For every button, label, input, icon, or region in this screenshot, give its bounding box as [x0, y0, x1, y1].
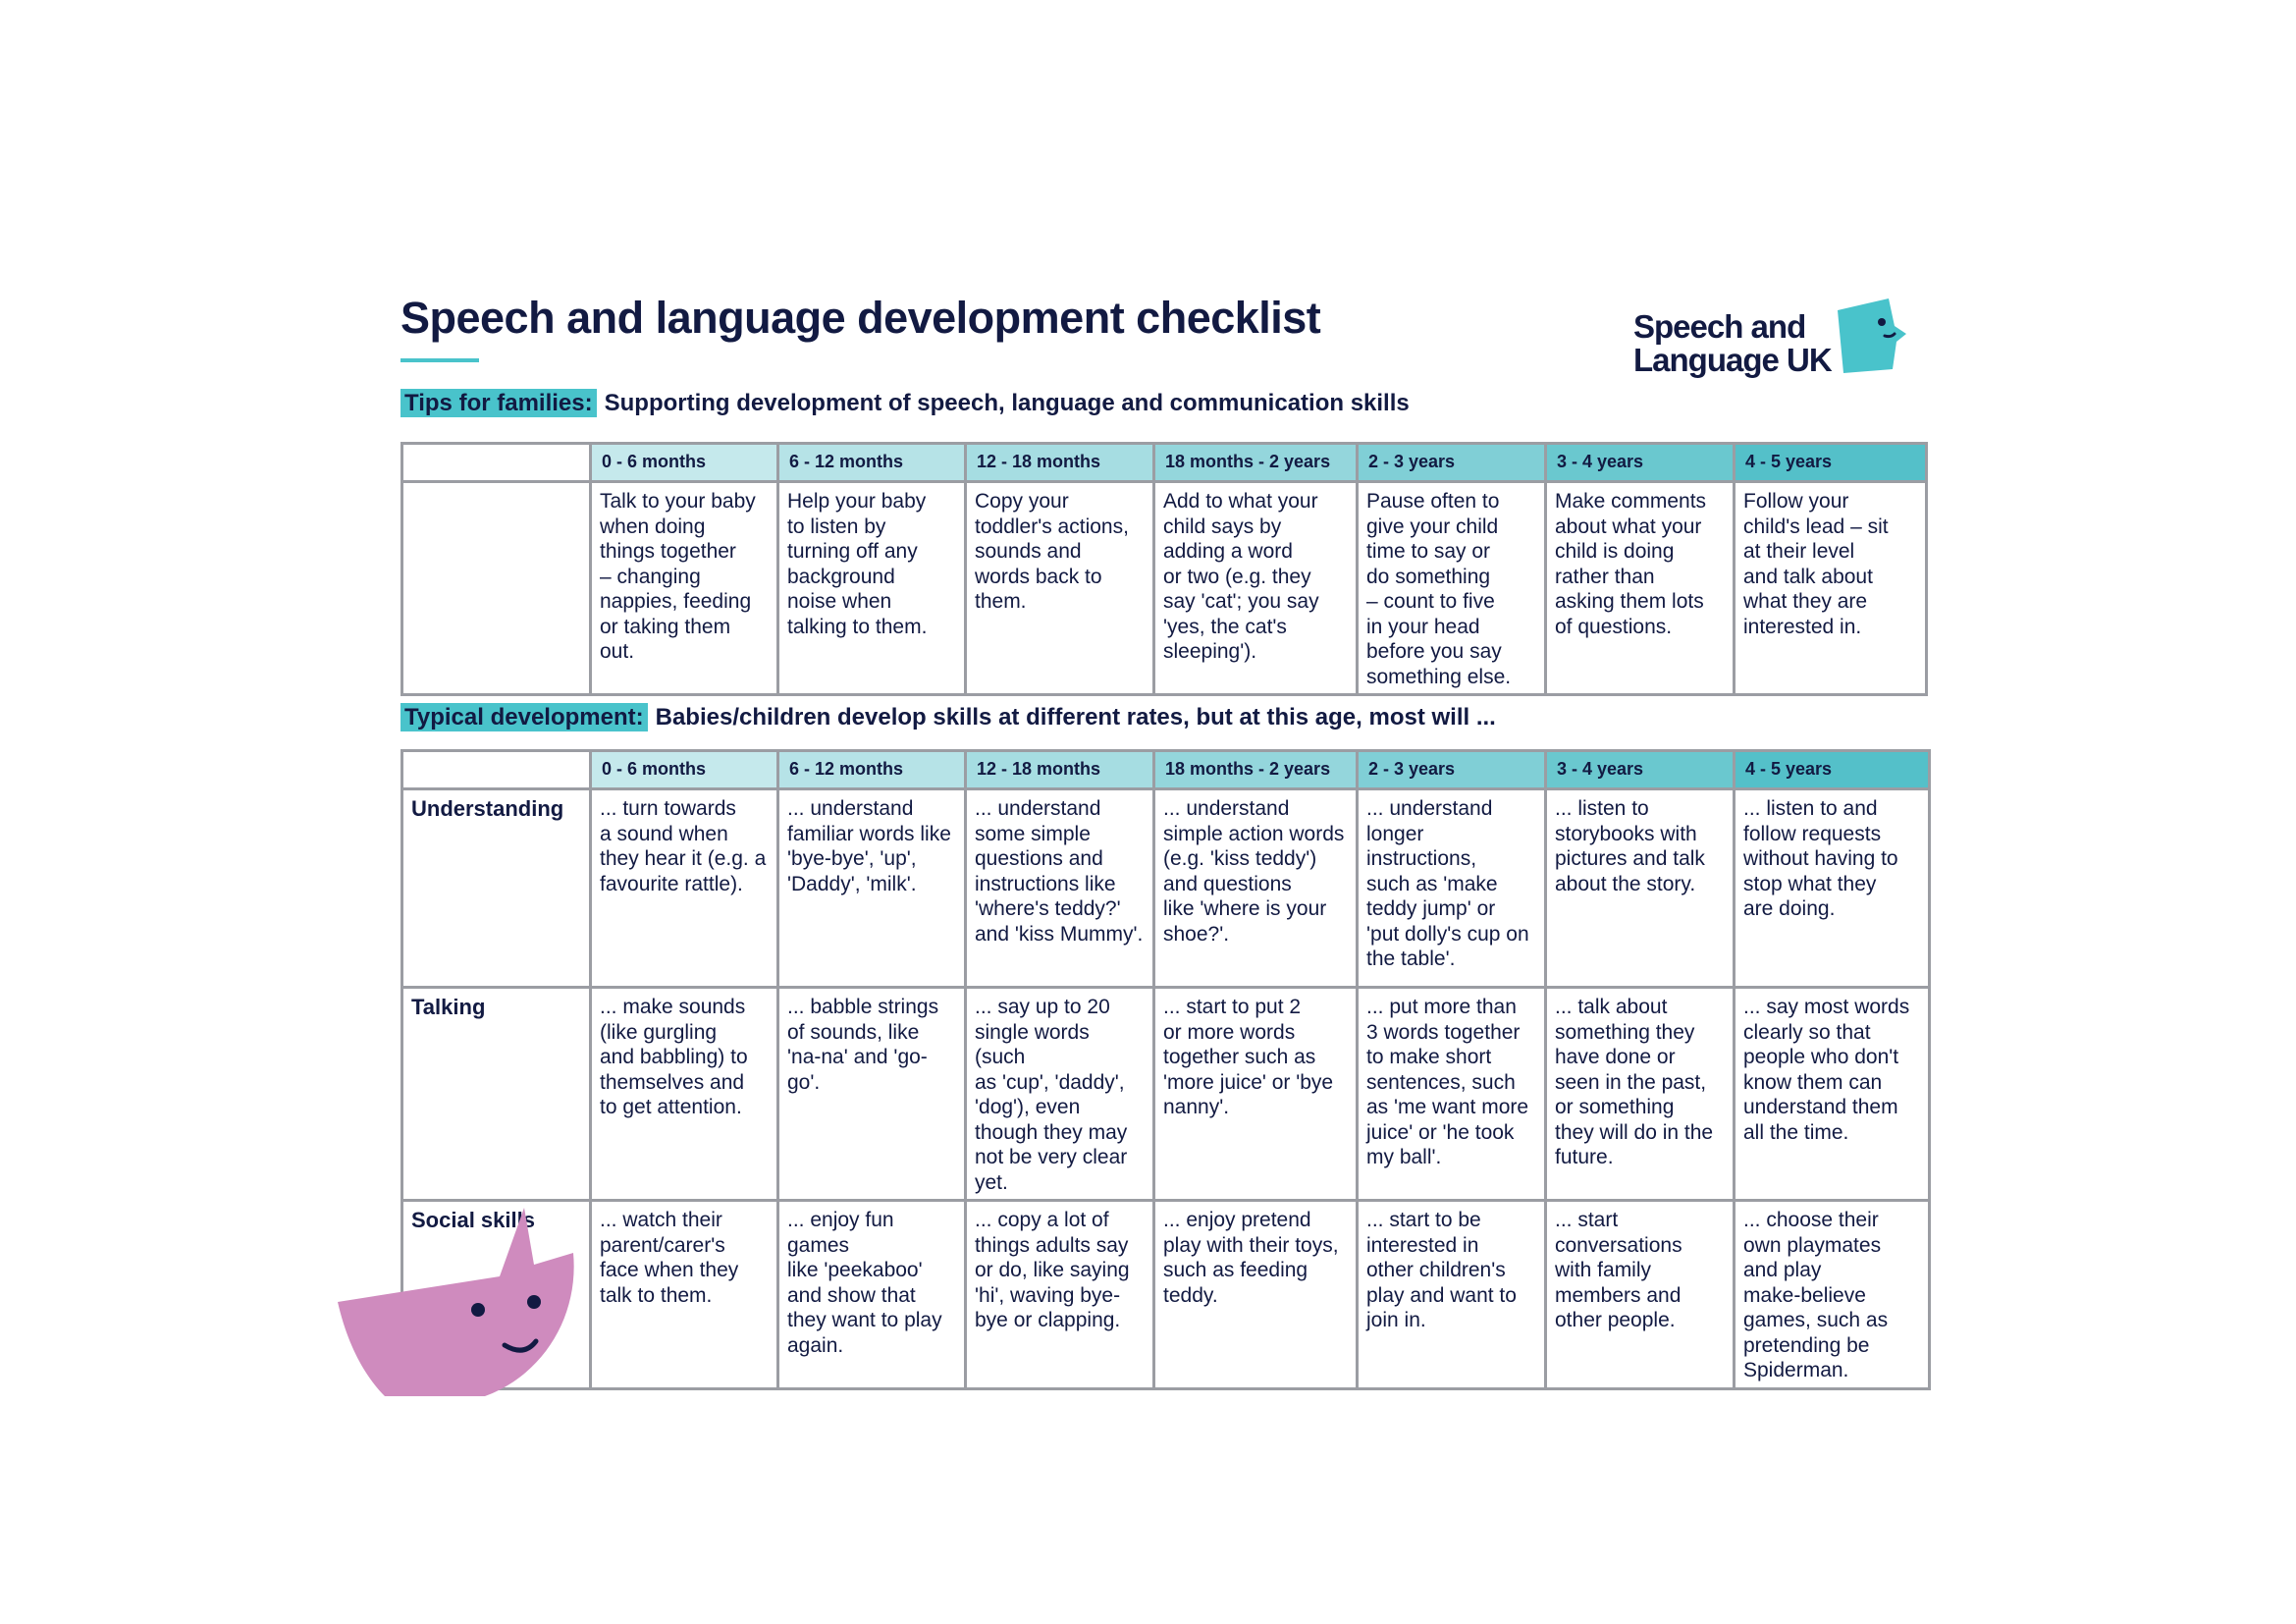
typical-cell-line: my ball'. — [1366, 1146, 1442, 1168]
typical-header-18-months-2-years: 18 months - 2 years — [1154, 751, 1358, 789]
typical-cell — [966, 1201, 1154, 1389]
typical-cell-line: members and — [1555, 1283, 1682, 1307]
tips-cell-line: Pause often to — [1366, 490, 1500, 513]
typical-cell-line: ... copy a lot of — [975, 1209, 1109, 1231]
typical-cell-line: simple action words — [1163, 822, 1345, 845]
typical-cell-line: ... understand — [975, 797, 1101, 820]
tips-cell-line: adding a word — [1163, 540, 1293, 563]
typical-cell-line: instructions like — [975, 872, 1116, 895]
tips-header-18-months-2-years: 18 months - 2 years — [1154, 444, 1358, 482]
typical-cell-line: and 'kiss Mummy'. — [975, 922, 1144, 946]
typical-header-3-4-years: 3 - 4 years — [1546, 751, 1735, 789]
typical-cell-line: themselves and — [600, 1070, 745, 1094]
typical-cell-line: about the story. — [1555, 872, 1696, 895]
tips-cell-line: do something — [1366, 565, 1491, 588]
typical-cell-line: future. — [1555, 1146, 1614, 1168]
teal-face-icon — [1820, 293, 1918, 381]
typical-cell-line: with family — [1555, 1259, 1652, 1281]
typical-cell-line: pretending be — [1743, 1333, 1870, 1357]
typical-cell-line: conversations — [1555, 1233, 1682, 1257]
brand-logo — [1633, 293, 1928, 391]
typical-header-2-3-years: 2 - 3 years — [1358, 751, 1546, 789]
typical-cell-line: stop what they — [1743, 872, 1877, 895]
typical-cell-line: ... start — [1555, 1209, 1619, 1231]
tips-header-3-4-years: 3 - 4 years — [1546, 444, 1735, 482]
typical-cell-line: questions and — [975, 847, 1103, 870]
typical-cell-line: games, such as — [1743, 1309, 1889, 1331]
typical-cell — [1735, 1201, 1930, 1389]
tips-cell — [1358, 482, 1546, 695]
typical-cell-line: ... understand — [1366, 797, 1493, 820]
typical-cell-line: ... listen to and — [1743, 797, 1878, 820]
tips-header-row — [402, 444, 1927, 482]
typical-cell — [1358, 789, 1546, 988]
tips-cell-line: words back to — [975, 565, 1102, 588]
typical-cell-line: bye or clapping. — [975, 1309, 1121, 1331]
typical-cell-line: parent/carer's — [600, 1233, 725, 1257]
typical-cell-line: teddy. — [1163, 1283, 1218, 1307]
tips-cell-line: when doing — [600, 514, 706, 538]
tips-header-2-3-years: 2 - 3 years — [1358, 444, 1546, 482]
typical-cell-line: yet. — [975, 1170, 1008, 1194]
typical-cell-line: they hear it (e.g. a — [600, 847, 767, 870]
tips-cell-line: about what your — [1555, 514, 1702, 538]
typical-cell-line: 'hi', waving bye- — [975, 1283, 1121, 1307]
tips-row — [402, 482, 1927, 695]
tips-cell-line: – count to five — [1366, 590, 1495, 613]
tips-cell-line: Follow your — [1743, 490, 1849, 513]
typical-cell-line: 'where's teddy?' — [975, 897, 1121, 920]
typical-row-social-skills — [402, 1201, 1930, 1389]
typical-cell — [778, 1201, 966, 1389]
tips-cell-line: say 'cat'; you say — [1163, 590, 1319, 613]
tips-cell-line: something else. — [1366, 665, 1512, 688]
tips-cell-line: give your child — [1366, 514, 1499, 538]
typical-cell-line: nanny'. — [1163, 1096, 1230, 1118]
typical-cell — [1154, 1201, 1358, 1389]
typical-cell-line: ... choose their — [1743, 1209, 1879, 1231]
tips-section-heading — [400, 390, 1410, 417]
tips-cell — [778, 482, 966, 695]
typical-header-6-12-months: 6 - 12 months — [778, 751, 966, 789]
tips-cell-line: nappies, feeding — [600, 590, 752, 613]
typical-cell-line: such as feeding — [1163, 1259, 1308, 1281]
typical-cell-line: longer instructions, — [1366, 822, 1477, 870]
typical-cell-line: storybooks with — [1555, 822, 1697, 845]
typical-row-label: Social skills — [402, 1201, 591, 1389]
tips-cell-line: things together — [600, 540, 736, 563]
typical-cell-line: ... say up to 20 — [975, 996, 1110, 1018]
typical-cell-line: the table'. — [1366, 947, 1456, 970]
typical-cell-line: together such as — [1163, 1046, 1316, 1068]
typical-cell-line: play with their toys, — [1163, 1233, 1339, 1257]
typical-cell-line: as 'cup', 'daddy', — [975, 1070, 1125, 1094]
typical-header-12-18-months: 12 - 18 months — [966, 751, 1154, 789]
typical-cell-line: or more words — [1163, 1020, 1296, 1044]
typical-cell-line: 'put dolly's cup on — [1366, 922, 1529, 946]
typical-cell-line: (like gurgling — [600, 1020, 718, 1044]
typical-cell-line: 'dog'), even — [975, 1096, 1081, 1118]
tips-cell-line: before you say — [1366, 640, 1502, 663]
typical-cell-line: 'na-na' and 'go- — [787, 1046, 928, 1068]
tips-cell-line: Copy your — [975, 490, 1069, 513]
typical-cell — [778, 789, 966, 988]
typical-cell-line: teddy jump' or — [1366, 897, 1496, 920]
typical-cell-line: ... put more than — [1366, 996, 1517, 1018]
typical-cell-line: they will do in the — [1555, 1120, 1714, 1144]
typical-cell-line: follow requests — [1743, 822, 1882, 845]
typical-development-table — [400, 749, 1931, 1390]
tips-cell-line: child's lead – sit — [1743, 514, 1889, 538]
typical-cell-line: own playmates — [1743, 1233, 1882, 1257]
tips-cell-line: or taking them — [600, 615, 731, 638]
typical-header-0-6-months: 0 - 6 months — [591, 751, 778, 789]
tips-cell-line: background — [787, 565, 895, 588]
tips-cell-line: child is doing — [1555, 540, 1675, 563]
typical-cell-line: ... enjoy fun games — [787, 1209, 894, 1257]
typical-cell — [1358, 1201, 1546, 1389]
tips-cell-line: rather than — [1555, 565, 1655, 588]
typical-cell-line: and babbling) to — [600, 1046, 748, 1068]
typical-cell-line: 'Daddy', 'milk'. — [787, 872, 917, 895]
typical-cell-line: they want to play — [787, 1309, 942, 1331]
typical-row-label: Talking — [402, 988, 591, 1201]
tips-cell-line: – changing — [600, 565, 701, 588]
typical-cell-line: ... listen to — [1555, 797, 1649, 820]
typical-cell — [1546, 789, 1735, 988]
typical-cell-line: ... start to put 2 — [1163, 996, 1302, 1018]
tips-cell-line: or two (e.g. they — [1163, 565, 1311, 588]
typical-cell — [1154, 789, 1358, 988]
tips-cell-line: what they are — [1743, 590, 1868, 613]
typical-row-understanding — [402, 789, 1930, 988]
typical-cell — [591, 789, 778, 988]
typical-cell — [1358, 988, 1546, 1201]
typical-cell-line: something they — [1555, 1020, 1695, 1044]
tips-cell — [966, 482, 1154, 695]
typical-cell-line: people who don't — [1743, 1046, 1899, 1068]
tips-cell-line: out. — [600, 640, 635, 663]
tips-cell-line: child says by — [1163, 514, 1282, 538]
typical-cell — [591, 988, 778, 1201]
typical-cell — [1546, 988, 1735, 1201]
tips-row-label — [402, 482, 591, 695]
tips-cell — [591, 482, 778, 695]
tips-cell-line: Make comments — [1555, 490, 1707, 513]
tips-cell-line: time to say or — [1366, 540, 1491, 563]
tips-cell-line: asking them lots — [1555, 590, 1704, 613]
logo-line-1: Speech and — [1633, 308, 1806, 345]
typical-cell-line: of sounds, like — [787, 1020, 920, 1044]
typical-cell-line: juice' or 'he took — [1366, 1120, 1515, 1144]
typical-cell-line: 3 words together — [1366, 1020, 1521, 1044]
typical-header-row — [402, 751, 1930, 789]
tips-cell-line: Add to what your — [1163, 490, 1318, 513]
typical-cell-line: talk to them. — [600, 1283, 713, 1307]
typical-cell-line: again. — [787, 1333, 844, 1357]
tips-header-0-6-months: 0 - 6 months — [591, 444, 778, 482]
typical-cell-line: to make short — [1366, 1046, 1492, 1068]
typical-cell-line: shoe?'. — [1163, 922, 1230, 946]
typical-cell-line: or do, like saying — [975, 1259, 1130, 1281]
typical-cell-line: all the time. — [1743, 1120, 1849, 1144]
title-underline — [400, 358, 479, 362]
typical-cell — [966, 789, 1154, 988]
typical-cell-line: ... enjoy pretend — [1163, 1209, 1311, 1231]
typical-cell-line: ... understand — [787, 797, 914, 820]
tips-cell-line: sounds and — [975, 540, 1082, 563]
typical-cell-line: like 'peekaboo' — [787, 1259, 923, 1281]
typical-cell-line: things adults say — [975, 1233, 1129, 1257]
tips-cell-line: talking to them. — [787, 615, 928, 638]
typical-cell-line: like 'where is your — [1163, 897, 1327, 920]
typical-cell-line: (e.g. 'kiss teddy') — [1163, 847, 1317, 870]
typical-cell-line: other people. — [1555, 1309, 1676, 1331]
tips-cell — [1154, 482, 1358, 695]
tips-cell-line: to listen by — [787, 514, 886, 538]
typical-cell-line: go'. — [787, 1070, 821, 1094]
typical-cell-line: understand them — [1743, 1096, 1898, 1118]
typical-cell — [591, 1201, 778, 1389]
tips-header-4-5-years: 4 - 5 years — [1735, 444, 1927, 482]
tips-cell — [1546, 482, 1735, 695]
typical-cell-line: know them can — [1743, 1070, 1883, 1094]
typical-cell — [1735, 988, 1930, 1201]
typical-cell — [1154, 988, 1358, 1201]
typical-cell-line: to get attention. — [600, 1096, 742, 1118]
typical-cell-line: a sound when — [600, 822, 728, 845]
page-title: Speech and language development checklist — [400, 293, 1321, 343]
typical-cell-line: ... watch their — [600, 1209, 722, 1231]
tips-cell-line: of questions. — [1555, 615, 1673, 638]
typical-cell-line: ... start to be — [1366, 1209, 1481, 1231]
tips-cell-line: turning off any — [787, 540, 918, 563]
typical-row-talking — [402, 988, 1930, 1201]
tips-cell-line: at their level — [1743, 540, 1855, 563]
typical-cell-line: without having to — [1743, 847, 1898, 870]
tips-table — [400, 442, 1928, 696]
typical-tag: Typical development: — [400, 703, 648, 731]
tips-cell-line: toddler's actions, — [975, 514, 1129, 538]
typical-cell-line: clearly so that — [1743, 1020, 1871, 1044]
tips-cell-line: Talk to your baby — [600, 490, 756, 513]
tips-header-blank — [402, 444, 591, 482]
logo-wordmark — [1633, 310, 1832, 377]
pink-smiling-mascot-icon — [338, 1208, 583, 1404]
typical-cell-line: face when they — [600, 1259, 739, 1281]
typical-cell-line: ... babble strings — [787, 996, 939, 1018]
typical-cell-line: and play — [1743, 1259, 1822, 1281]
typical-cell-line: other children's — [1366, 1259, 1506, 1281]
tips-header-6-12-months: 6 - 12 months — [778, 444, 966, 482]
typical-cell-line: and questions — [1163, 872, 1292, 895]
typical-cell-line: Spiderman. — [1743, 1359, 1849, 1381]
typical-cell-line: ... say most words — [1743, 996, 1910, 1018]
tips-cell-line: them. — [975, 590, 1027, 613]
typical-cell-line: as 'me want more — [1366, 1096, 1529, 1118]
typical-section-heading — [400, 704, 1496, 731]
typical-cell — [1735, 789, 1930, 988]
typical-cell-line: are doing. — [1743, 897, 1836, 920]
typical-cell-line: not be very clear — [975, 1146, 1128, 1168]
typical-cell-line: seen in the past, — [1555, 1070, 1707, 1094]
tips-cell-line: sleeping'). — [1163, 640, 1257, 663]
typical-cell — [1546, 1201, 1735, 1389]
tips-header-12-18-months: 12 - 18 months — [966, 444, 1154, 482]
typical-cell-line: ... turn towards — [600, 797, 736, 820]
typical-cell-line: pictures and talk — [1555, 847, 1705, 870]
typical-cell-line: sentences, such — [1366, 1070, 1516, 1094]
typical-cell-line: favourite rattle). — [600, 872, 743, 895]
typical-cell-line: 'bye-bye', 'up', — [787, 847, 917, 870]
typical-cell-line: ... make sounds — [600, 996, 746, 1018]
typical-cell-line: interested in — [1366, 1233, 1479, 1257]
tips-cell — [1735, 482, 1927, 695]
tips-cell-line: and talk about — [1743, 565, 1873, 588]
typical-subtitle: Babies/children develop skills at different rates, but at this age, most will ... — [655, 704, 1496, 731]
typical-cell-line: or something — [1555, 1096, 1675, 1118]
tips-cell-line: noise when — [787, 590, 892, 613]
typical-cell-line: though they may — [975, 1120, 1128, 1144]
typical-cell-line: 'more juice' or 'bye — [1163, 1070, 1334, 1094]
logo-line-2: Language UK — [1633, 342, 1832, 378]
typical-cell — [966, 988, 1154, 1201]
tips-cell-line: in your head — [1366, 615, 1480, 638]
tips-cell-line: Help your baby — [787, 490, 927, 513]
tips-cell-line: 'yes, the cat's — [1163, 615, 1287, 638]
typical-cell-line: familiar words like — [787, 822, 951, 845]
typical-cell — [778, 988, 966, 1201]
typical-cell-line: ... understand — [1163, 797, 1290, 820]
typical-cell-line: some simple — [975, 822, 1091, 845]
typical-header-4-5-years: 4 - 5 years — [1735, 751, 1930, 789]
typical-cell-line: such as 'make — [1366, 872, 1498, 895]
typical-cell-line: play and want to — [1366, 1283, 1517, 1307]
tips-cell-line: interested in. — [1743, 615, 1862, 638]
typical-header-blank — [402, 751, 591, 789]
typical-cell-line: make-believe — [1743, 1283, 1866, 1307]
typical-cell-line: join in. — [1366, 1309, 1426, 1331]
tips-subtitle: Supporting development of speech, language and communication skills — [604, 390, 1410, 416]
typical-cell-line: and show that — [787, 1283, 916, 1307]
typical-cell-line: single words (such — [975, 1020, 1090, 1068]
typical-row-label: Understanding — [402, 789, 591, 988]
typical-cell-line: have done or — [1555, 1046, 1676, 1068]
typical-cell-line: ... talk about — [1555, 996, 1668, 1018]
tips-tag: Tips for families: — [400, 389, 597, 417]
